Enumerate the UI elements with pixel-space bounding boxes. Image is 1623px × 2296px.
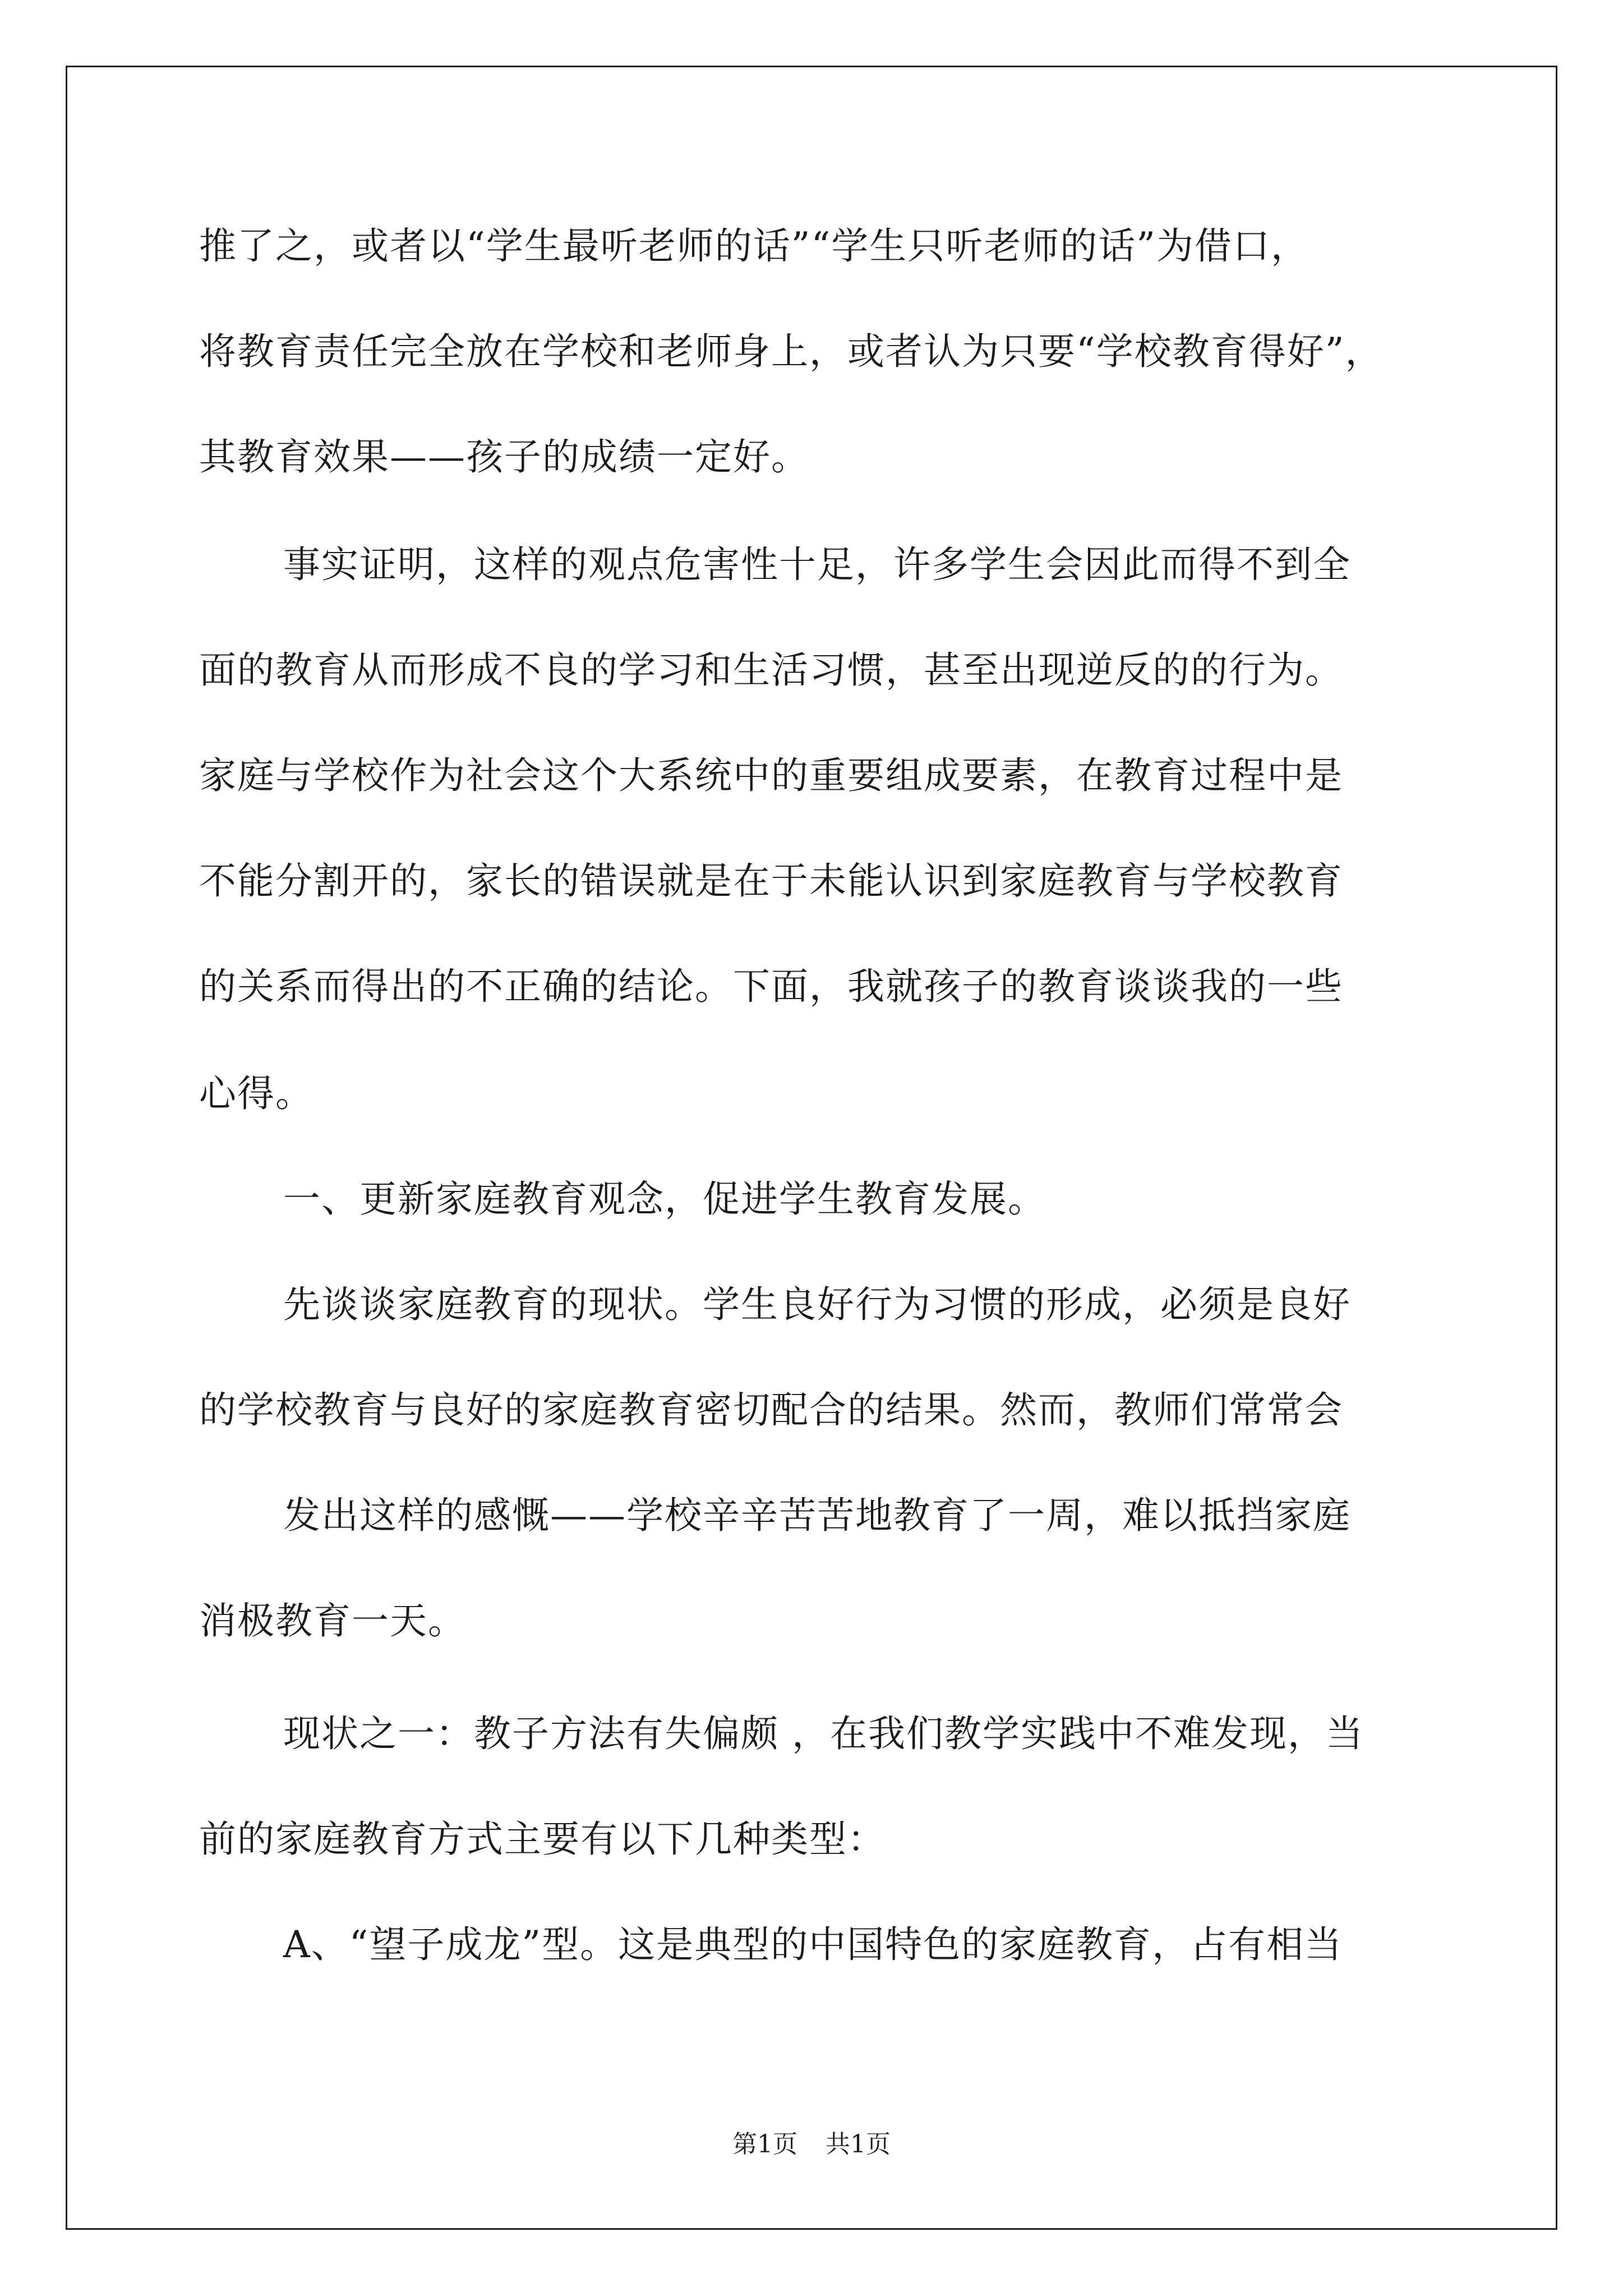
text-line: 面的教育从而形成不良的学习和生活习惯，甚至出现逆反的的行为。 — [199, 648, 1343, 692]
page-total: 共1页 — [826, 2130, 891, 2159]
text-line: 推了之，或者以“学生最听老师的话”“学生只听老师的话”为借口， — [199, 224, 1309, 268]
text-line: 其教育效果——孩子的成绩一定好。 — [199, 435, 809, 478]
text-line: 心得。 — [199, 1072, 313, 1115]
text-line: 前的家庭教育方式主要有以下几种类型： — [199, 1818, 886, 1861]
page-border — [66, 66, 1557, 2230]
text-line: 的关系而得出的不正确的结论。下面，我就孩子的教育谈谈我的一些 — [199, 965, 1343, 1008]
page-footer — [0, 2129, 1623, 2160]
text-line: 的学校教育与良好的家庭教育密切配合的结果。然而，教师们常常会 — [199, 1388, 1343, 1432]
page-number: 第1页 — [732, 2130, 797, 2159]
section-heading: 一、更新家庭教育观念，促进学生教育发展。 — [283, 1177, 1046, 1221]
text-line: A、“望子成龙”型。这是典型的中国特色的家庭教育，占有相当 — [283, 1923, 1343, 1966]
text-line: 家庭与学校作为社会这个大系统中的重要组成要素，在教育过程中是 — [199, 754, 1343, 797]
text-line: 不能分割开的，家长的错误就是在于未能认识到家庭教育与学校教育 — [199, 859, 1343, 903]
text-line: 发出这样的感慨——学校辛辛苦苦地教育了一周，难以抵挡家庭 — [283, 1494, 1351, 1537]
text-line: 现状之一：教子方法有失偏颇 ，在我们教学实践中不难发现，当 — [283, 1712, 1364, 1755]
text-line: 将教育责任完全放在学校和老师身上，或者认为只要“学校教育得好”， — [199, 330, 1384, 373]
text-line: 消极教育一天。 — [199, 1599, 466, 1642]
text-line: 事实证明，这样的观点危害性十足，许多学生会因此而得不到全 — [283, 543, 1351, 586]
text-line: 先谈谈家庭教育的现状。学生良好行为习惯的形成，必须是良好 — [283, 1283, 1351, 1326]
